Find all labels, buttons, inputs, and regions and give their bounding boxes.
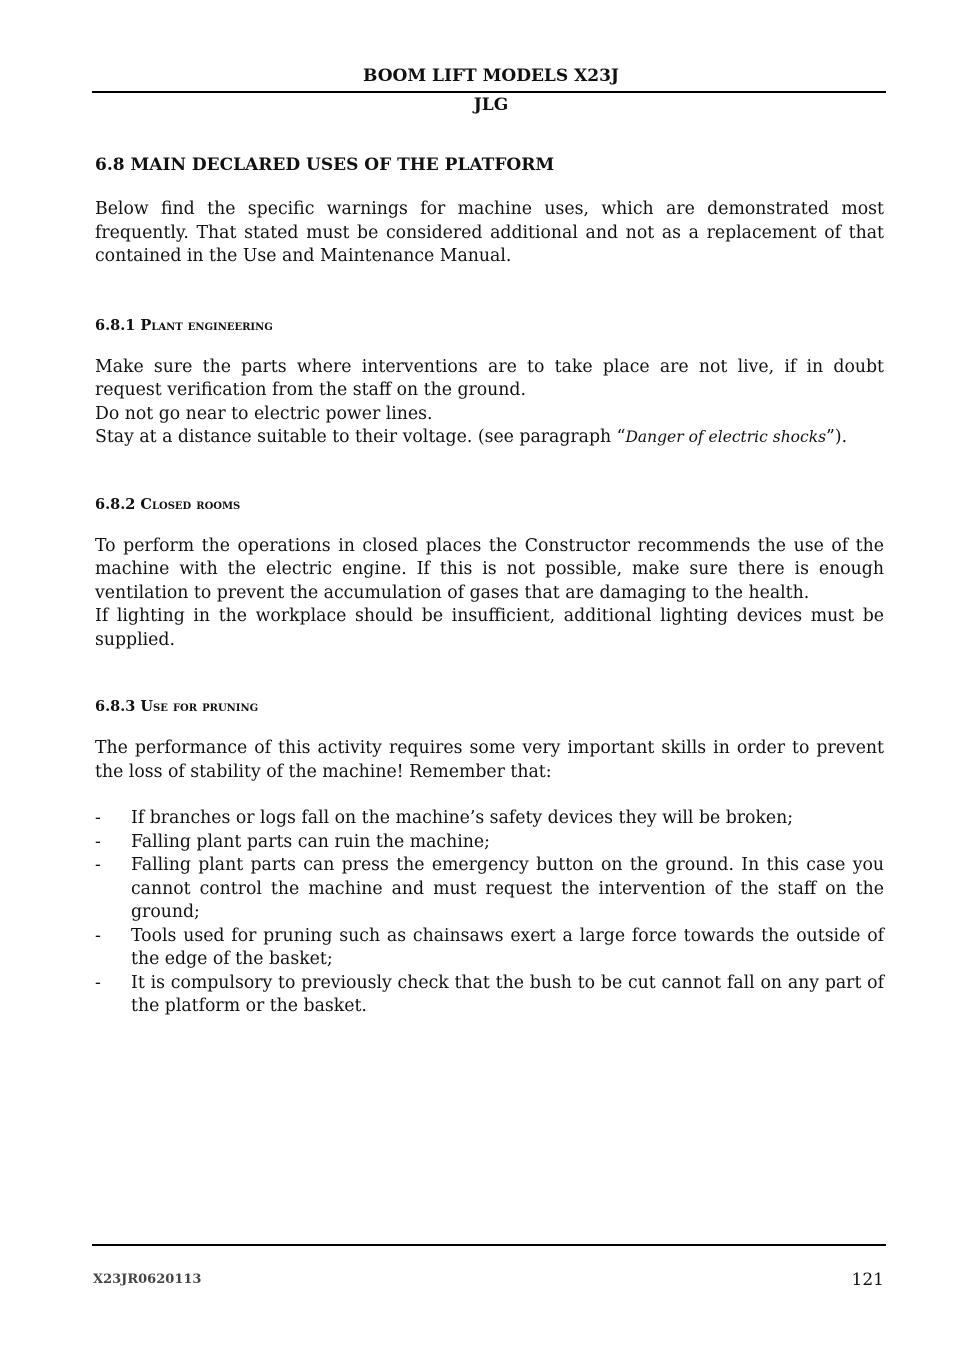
pruning-intro: The performance of this activity requires some very important skills in order to prevent the loss of stability of the machine! Remember that: (95, 738, 884, 782)
plant-engineering-paragraph-3 (95, 426, 884, 450)
list-item-text: It is compulsory to previously check that the bush to be cut cannot fall on any part of the platform or the basket. (131, 972, 884, 1016)
footer-rule (92, 1244, 886, 1246)
main-content (95, 154, 884, 1019)
subsection-title-pruning: 6.8.3 Use for pruning (95, 698, 259, 715)
plant-engineering-paragraph-2: Do not go near to electric power lines. (95, 403, 433, 424)
list-item-text: If branches or logs fall on the machine’s safety devices they will be broken; (131, 808, 794, 828)
paragraph-3-text: Stay at a distance suitable to their voltage. (see paragraph “ (95, 427, 626, 447)
list-item (95, 972, 884, 1019)
list-item-text: Falling plant parts can ruin the machine; (131, 831, 490, 852)
danger-reference-link: Danger of electric shocks (625, 428, 827, 446)
pruning-warning-list (95, 807, 884, 1019)
header-brand: JLG (473, 95, 509, 115)
header-rule (92, 91, 886, 93)
subsection-title-plant-engineering: 6.8.1 Plant engineering (95, 316, 273, 334)
list-dash: - (95, 925, 101, 946)
list-item-text: Tools used for pruning such as chainsaws exert a large force towards the outside of the edge of the basket; (131, 925, 884, 969)
section-title: 6.8 MAIN DECLARED USES OF THE PLATFORM (95, 155, 555, 175)
subsection-title-closed-rooms: 6.8.2 Closed rooms (95, 495, 241, 513)
paragraph-3-closing: ”). (826, 427, 848, 447)
list-item (95, 925, 884, 972)
list-dash: - (95, 831, 101, 852)
list-dash: - (95, 855, 101, 875)
closed-rooms-paragraph-1: To perform the operations in closed places the Constructor recommends the use of the machine with the electric engine. If this is not possible, make sure there is enough ventilation to prevent the accumulation of gases that are damaging to the health. (95, 535, 884, 603)
plant-engineering-paragraph-1: Make sure the parts where interventions are to take place are not live, if in doubt request verification from the staff on the ground. (95, 356, 884, 400)
document-code: X23JR0620113 (93, 1272, 202, 1287)
list-item (95, 854, 884, 925)
list-item (95, 831, 884, 855)
closed-rooms-paragraph-2: If lighting in the workplace should be insufficient, additional lighting devices must be supplied. (95, 606, 884, 650)
header-title: BOOM LIFT MODELS X23J (363, 66, 619, 86)
list-dash: - (95, 808, 101, 828)
list-item-text: Falling plant parts can press the emergency button on the ground. In this case you cannot control the machine and must request the intervention of the staff on the ground; (131, 855, 884, 922)
page-number: 121 (851, 1270, 884, 1290)
list-item (95, 807, 884, 831)
list-dash: - (95, 972, 101, 993)
section-intro: Below find the specific warnings for machine uses, which are demonstrated most frequently. That stated must be considered additional and not as a replacement of that contained in the Use and Maintenance Manual. (95, 199, 884, 266)
